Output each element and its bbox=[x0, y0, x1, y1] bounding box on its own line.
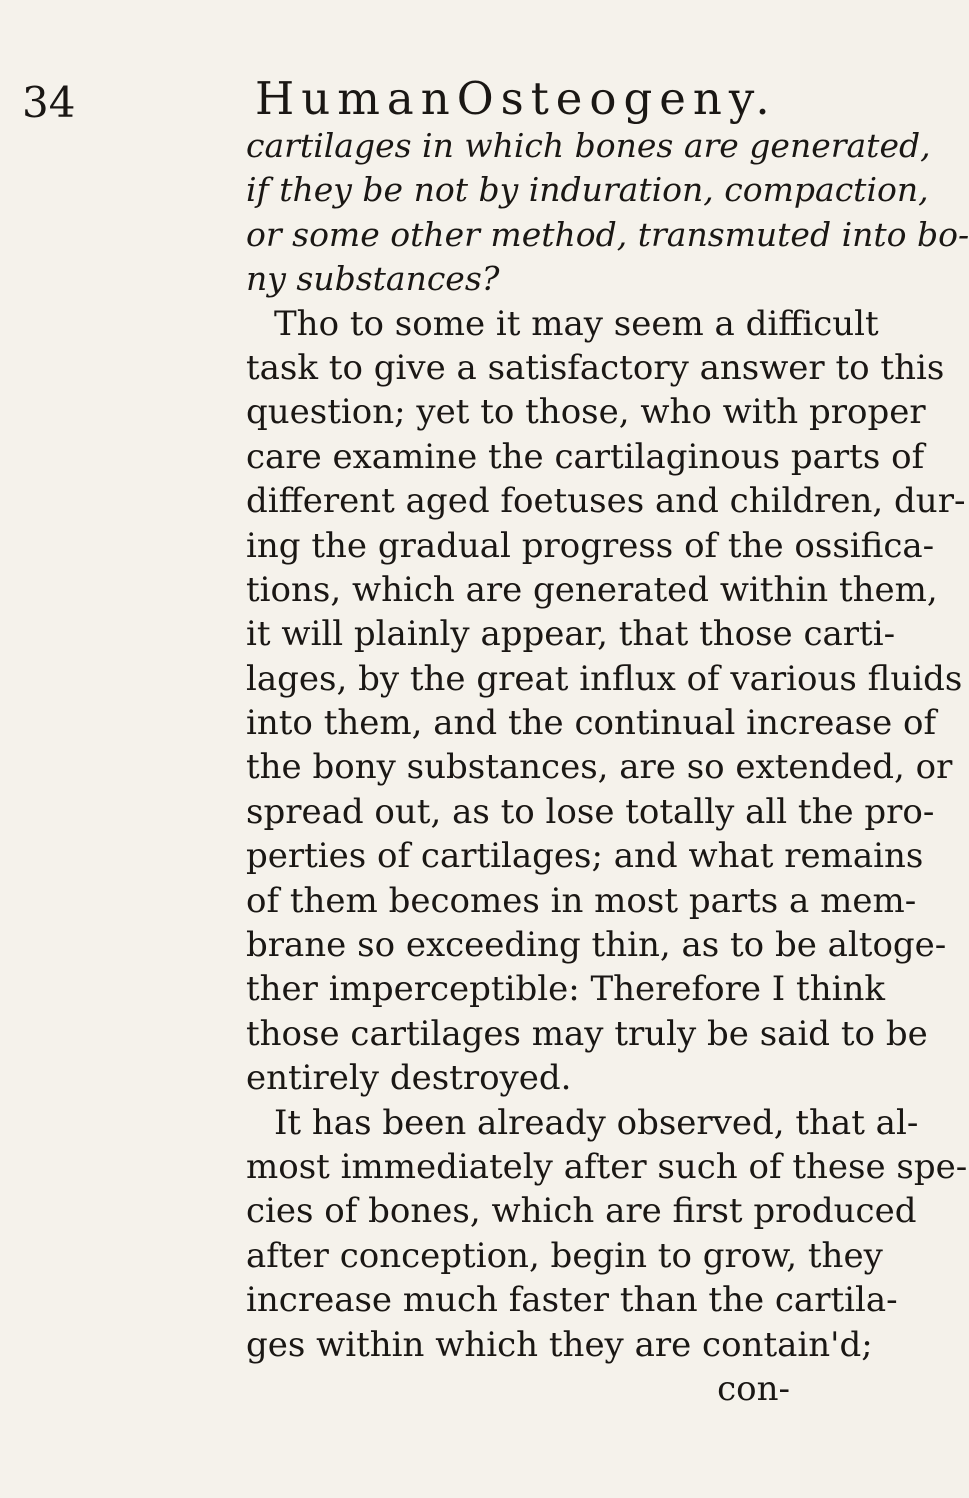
text-line: ther imperceptible: Therefore I think bbox=[246, 969, 885, 1010]
text-line: the bony substances, are so extended, or bbox=[246, 747, 953, 788]
text-line: lages, by the great influx of various fluids bbox=[246, 658, 963, 699]
text-line: ing the gradual progress of the ossifica- bbox=[246, 525, 935, 566]
text-line: ges within which they are contain'd; bbox=[246, 1324, 873, 1365]
text-line: entirely destroyed. bbox=[246, 1058, 572, 1099]
text-line: most immediately after such of these spe- bbox=[246, 1146, 968, 1187]
text-line: if they be not by induration, compaction, bbox=[246, 170, 929, 210]
text-line: tions, which are generated within them, bbox=[246, 569, 938, 610]
text-line: care examine the cartilaginous parts of bbox=[246, 436, 925, 477]
paragraph-first-line: Tho to some it may seem a difficult bbox=[274, 303, 879, 344]
text-line: it will plainly appear, that those carti- bbox=[246, 614, 896, 655]
text-line: into them, and the continual increase of bbox=[246, 703, 937, 744]
paragraph-first-line: It has been already observed, that al- bbox=[274, 1102, 919, 1143]
body-text bbox=[246, 124, 969, 1411]
text-line: cartilages in which bones are generated, bbox=[246, 126, 931, 165]
text-line: ny substances? bbox=[246, 259, 500, 299]
text-line: spread out, as to lose totally all the pro- bbox=[246, 791, 935, 832]
text-line: perties of cartilages; and what remains bbox=[246, 836, 924, 877]
text-line: cies of bones, which are first produced bbox=[246, 1191, 917, 1232]
text-line: brane so exceeding thin, as to be altoge- bbox=[246, 925, 947, 966]
text-line: of them becomes in most parts a mem- bbox=[246, 880, 917, 921]
catchword: con- bbox=[717, 1368, 790, 1409]
text-line: task to give a satisfactory answer to this bbox=[246, 347, 945, 388]
text-line: increase much faster than the cartila- bbox=[246, 1280, 898, 1321]
text-line: question; yet to those, who with proper bbox=[246, 392, 926, 433]
text-line: different aged foetuses and children, dur- bbox=[246, 481, 966, 522]
text-line: those cartilages may truly be said to be bbox=[246, 1013, 928, 1054]
text-line: or some other method, transmuted into bo- bbox=[246, 214, 969, 254]
running-head: HumanOsteogeny. bbox=[255, 72, 777, 125]
text-line: after conception, begin to grow, they bbox=[246, 1235, 883, 1276]
page-number: 34 bbox=[22, 78, 76, 127]
